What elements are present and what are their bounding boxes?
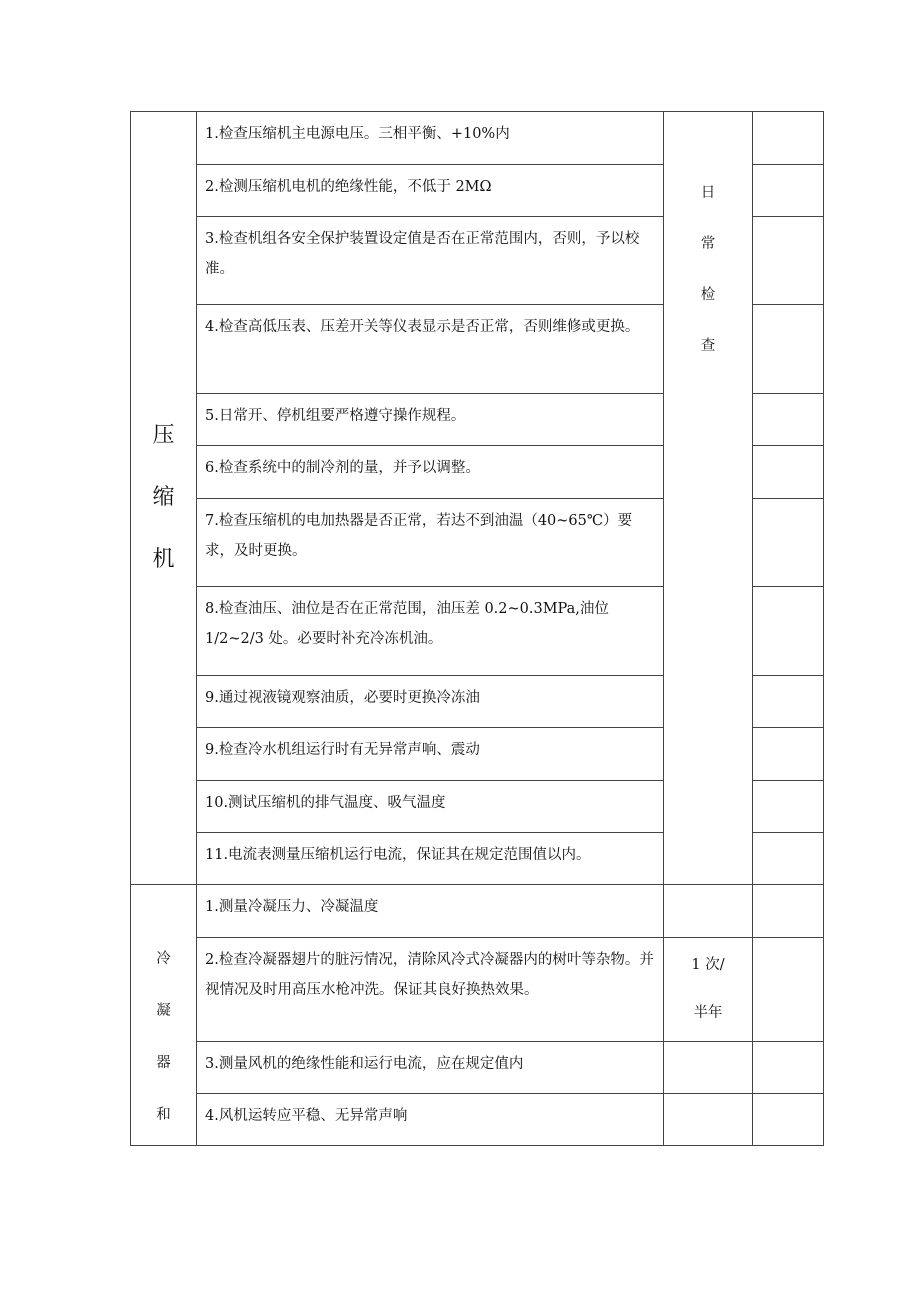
check-cell — [753, 938, 824, 1042]
task-cell: 3.检查机组各安全保护装置设定值是否在正常范围内，否则，予以校准。 — [197, 217, 664, 305]
check-cell — [753, 728, 824, 781]
frequency-char: 常 — [700, 236, 716, 252]
category-char: 冷 — [156, 951, 171, 967]
check-cell — [753, 394, 824, 446]
check-cell — [753, 499, 824, 587]
check-cell — [753, 587, 824, 676]
task-cell: 9.检查冷水机组运行时有无异常声响、震动 — [197, 728, 664, 781]
task-cell: 10.测试压缩机的排气温度、吸气温度 — [197, 781, 664, 833]
task-cell: 2.检测压缩机电机的绝缘性能，不低于 2MΩ — [197, 165, 664, 217]
frequency-char: 日 — [700, 185, 716, 201]
frequency-cell — [664, 1094, 753, 1146]
frequency-line: 半年 — [693, 1005, 723, 1021]
check-cell — [753, 781, 824, 833]
category-char: 器 — [156, 1055, 171, 1071]
task-cell: 5.日常开、停机组要严格遵守操作规程。 — [197, 394, 664, 446]
category-char: 凝 — [156, 1003, 171, 1019]
check-cell — [753, 1042, 824, 1094]
frequency-char: 检 — [700, 287, 716, 303]
task-cell: 3.测量风机的绝缘性能和运行电流，应在规定值内 — [197, 1042, 664, 1094]
category-char: 和 — [156, 1107, 171, 1123]
table-row — [131, 1042, 824, 1094]
table-row — [131, 1094, 824, 1146]
task-cell: 1.检查压缩机主电源电压。三相平衡、+10%内 — [197, 112, 664, 165]
category-char: 压 — [152, 423, 175, 448]
frequency-line: 1 次/ — [691, 957, 725, 973]
check-cell — [753, 446, 824, 499]
table-row — [131, 885, 824, 938]
check-cell — [753, 165, 824, 217]
task-cell: 7.检查压缩机的电加热器是否正常，若达不到油温（40~65℃）要求，及时更换。 — [197, 499, 664, 587]
table-row — [131, 112, 824, 165]
frequency-char: 查 — [700, 338, 716, 354]
frequency-half-year — [664, 938, 753, 1042]
check-cell — [753, 217, 824, 305]
task-cell: 8.检查油压、油位是否在正常范围，油压差 0.2~0.3MPa,油位 1/2~2/3 处。必要时补充冷冻机油。 — [197, 587, 664, 676]
task-cell: 11.电流表测量压缩机运行电流，保证其在规定范围值以内。 — [197, 833, 664, 885]
check-cell — [753, 833, 824, 885]
category-condenser — [131, 885, 197, 1146]
category-compressor — [131, 112, 197, 885]
frequency-cell — [664, 885, 753, 938]
check-cell — [753, 305, 824, 394]
task-cell: 4.风机运转应平稳、无异常声响 — [197, 1094, 664, 1146]
frequency-daily — [664, 112, 753, 885]
check-cell — [753, 1094, 824, 1146]
category-char: 缩 — [152, 485, 175, 510]
check-cell — [753, 112, 824, 165]
task-cell: 1.测量冷凝压力、冷凝温度 — [197, 885, 664, 938]
frequency-cell — [664, 1042, 753, 1094]
check-cell — [753, 676, 824, 728]
check-cell — [753, 885, 824, 938]
maintenance-table — [130, 111, 824, 1146]
table-row — [131, 938, 824, 1042]
category-char: 机 — [152, 547, 175, 572]
task-cell: 4.检查高低压表、压差开关等仪表显示是否正常，否则维修或更换。 — [197, 305, 664, 394]
task-cell: 9.通过视液镜观察油质，必要时更换冷冻油 — [197, 676, 664, 728]
task-cell: 6.检查系统中的制冷剂的量，并予以调整。 — [197, 446, 664, 499]
task-cell: 2.检查冷凝器翅片的脏污情况，清除风冷式冷凝器内的树叶等杂物。并视情况及时用高压水枪冲洗。保证其良好换热效果。 — [197, 938, 664, 1042]
